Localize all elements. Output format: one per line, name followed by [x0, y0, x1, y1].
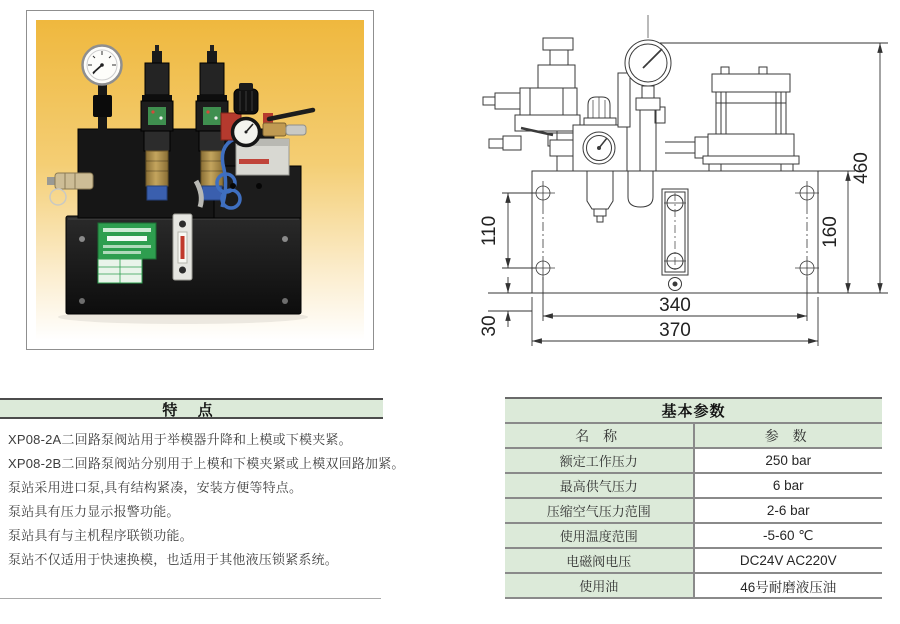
parameters-section	[505, 397, 882, 599]
param-value-cell: 2-6 bar	[694, 498, 883, 523]
param-value-cell: 6 bar	[694, 473, 883, 498]
product-photo	[26, 10, 374, 350]
dim-hole-offset-bottom: 30	[479, 315, 500, 337]
oil-level-gauge	[173, 214, 192, 280]
feature-item: 泵站具有压力显示报警功能。	[8, 504, 180, 519]
param-row	[505, 548, 882, 573]
param-name-cell: 最高供气压力	[505, 473, 694, 498]
param-row	[505, 523, 882, 548]
param-col-value: 参 数	[694, 423, 883, 448]
dim-overall-height: 460	[851, 152, 872, 184]
param-row	[505, 573, 882, 598]
drawing-sight-glass	[662, 189, 688, 291]
feature-item: 泵站具有与主机程序联锁功能。	[8, 528, 193, 543]
param-row	[505, 448, 882, 473]
dim-hole-spacing-horizontal: 340	[659, 295, 691, 316]
parameters-table	[505, 397, 882, 599]
feature-item: XP08-2B二回路泵阀站分别用于上模和下模夹紧或上模双回路加紧。	[8, 456, 405, 471]
dim-overall-width: 370	[659, 320, 691, 341]
feature-item: 泵站采用进口泵,具有结构紧凑，安装方便等特点。	[8, 480, 303, 495]
features-title: 特 点	[0, 398, 383, 419]
param-value-cell: 46号耐磨液压油	[694, 573, 883, 598]
param-name-cell: 使用温度范围	[505, 523, 694, 548]
param-value-cell: DC24V AC220V	[694, 548, 883, 573]
param-col-name: 名 称	[505, 423, 694, 448]
dimension-drawing	[455, 5, 900, 380]
param-name-cell: 使用油	[505, 573, 694, 598]
table-header-row	[505, 423, 882, 448]
param-row	[505, 473, 882, 498]
param-value-cell: 250 bar	[694, 448, 883, 473]
feature-item: 泵站不仅适用于快速换模，也适用于其他液压锁紧系统。	[8, 552, 339, 567]
table-title-row	[505, 398, 882, 423]
section-divider	[0, 598, 381, 599]
param-name-cell: 电磁阀电压	[505, 548, 694, 573]
param-name-cell: 压缩空气压力范围	[505, 498, 694, 523]
parameters-title: 基本参数	[505, 398, 882, 423]
solenoid-valve-1	[141, 45, 173, 200]
pump-station-photo-illustration	[27, 11, 373, 349]
drawing-air-pump	[665, 67, 799, 171]
dim-hole-spacing-vertical: 110	[479, 215, 500, 247]
drawing-pressure-gauge	[625, 15, 671, 171]
dim-tank-height: 160	[820, 216, 841, 248]
param-name-cell: 额定工作压力	[505, 448, 694, 473]
features-section	[0, 398, 450, 572]
feature-item: XP08-2A二回路泵阀站用于举模器升降和上模或下模夹紧。	[8, 432, 352, 447]
dimension-drawing-svg	[455, 5, 900, 380]
param-row	[505, 498, 882, 523]
features-list	[0, 428, 450, 572]
param-value-cell: -5-60 ℃	[694, 523, 883, 548]
